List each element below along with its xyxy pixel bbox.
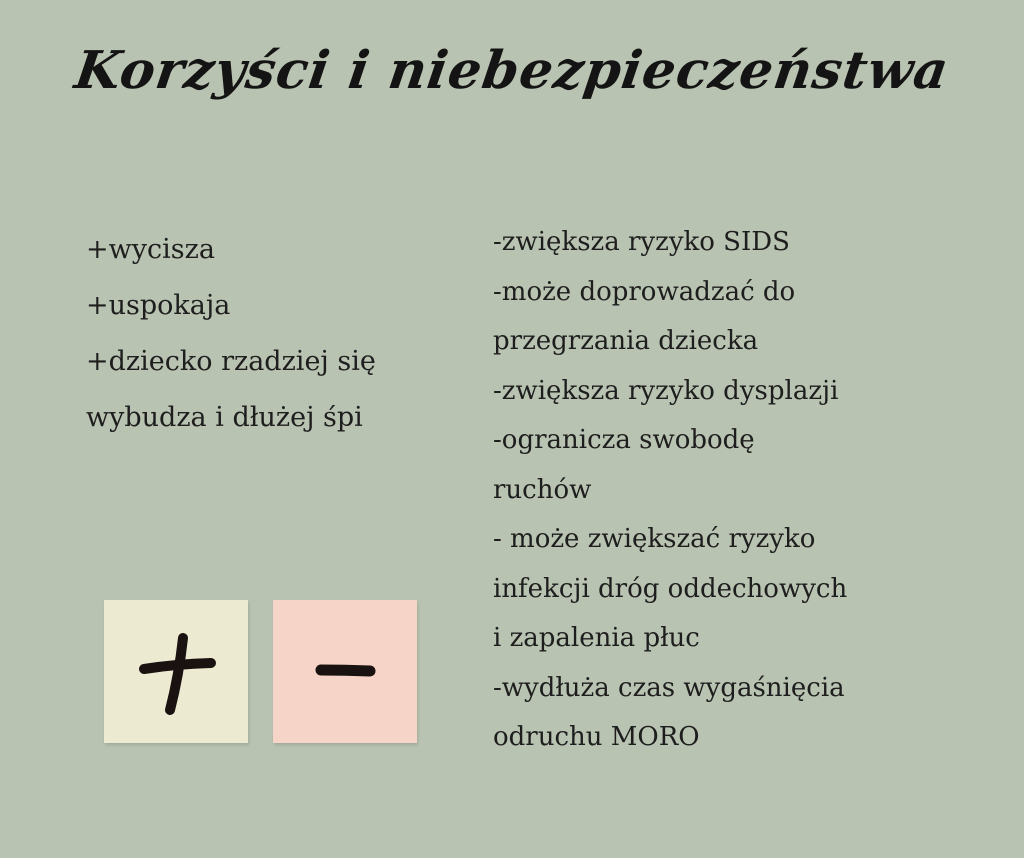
pros-list [86,222,456,446]
cons-item: ruchów [493,474,592,505]
pros-item: wybudza i dłużej śpi [86,402,363,433]
cons-item: - może zwiększać ryzyko [493,524,816,554]
cons-item: odruchu MORO [493,722,700,752]
cons-item: -zwiększa ryzyko SIDS [493,227,790,257]
pros-item: +dziecko rzadziej się [86,346,376,377]
page-title: Korzyści i niebezpieczeństwa [71,40,953,101]
cons-item: -może doprowadzać do [493,276,796,307]
pros-item: +uspokaja [86,290,231,321]
plus-icon [104,600,248,743]
cons-item: -ogranicza swobodę [493,425,755,455]
cons-item: -wydłuża czas wygaśnięcia [493,672,845,703]
cons-item: i zapalenia płuc [493,623,700,653]
plus-sticky-note [104,600,248,743]
cons-item: infekcji dróg oddechowych [493,573,848,604]
cons-list [493,218,913,763]
minus-icon [273,600,417,743]
pros-item: +wycisza [86,234,215,265]
cons-item: -zwiększa ryzyko dysplazji [493,375,839,406]
minus-sticky-note [273,600,417,743]
cons-item: przegrzania dziecka [493,326,759,356]
